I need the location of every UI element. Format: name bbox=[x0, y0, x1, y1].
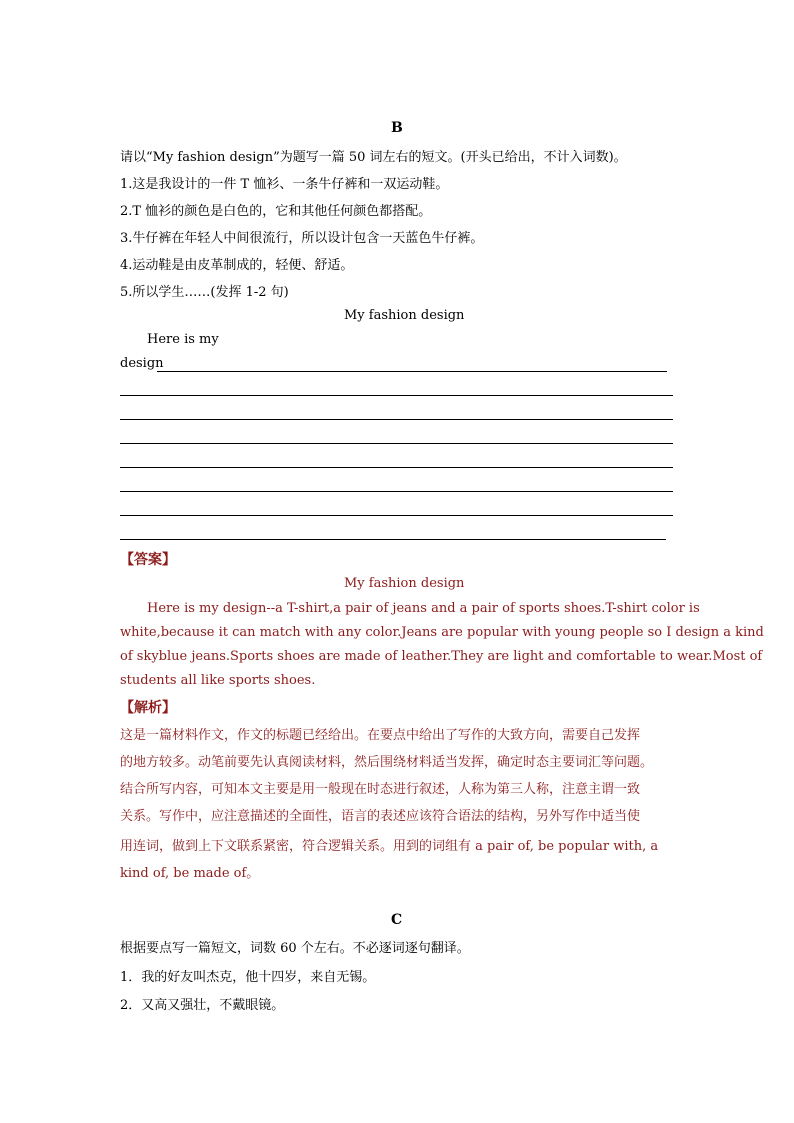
section-b-heading: B bbox=[391, 120, 403, 136]
point-item: 5.所以学生……(发挥 1-2 句) bbox=[120, 285, 289, 300]
essay-title: My fashion design bbox=[344, 308, 465, 323]
writing-line[interactable] bbox=[120, 419, 673, 420]
point-item: 4.运动鞋是由皮革制成的，轻便、舒适。 bbox=[120, 258, 354, 273]
writing-line[interactable] bbox=[120, 491, 673, 492]
answer-line: white,because it can match with any color.Jeans are popular with young people so I design a kind bbox=[120, 625, 764, 640]
answer-tag: 【答案】 bbox=[120, 552, 176, 568]
analysis-line: kind of, be made of。 bbox=[120, 866, 260, 881]
section-b-instruction: 请以“My fashion design”为题写一篇 50 词左右的短文。(开头已给出，不计入词数)。 bbox=[120, 150, 627, 165]
point-item: 2.T 恤衫的颜色是白色的，它和其他任何颜色都搭配。 bbox=[120, 204, 432, 219]
analysis-line: 用连词，做到上下文联系紧密，符合逻辑关系。用到的词组有 a pair of, be popular with, a bbox=[120, 839, 659, 854]
answer-title: My fashion design bbox=[344, 576, 465, 591]
analysis-tag: 【解析】 bbox=[120, 700, 176, 716]
point-item: 1．我的好友叫杰克，他十四岁，来自无锡。 bbox=[120, 970, 376, 985]
answer-line: students all like sports shoes. bbox=[120, 673, 316, 688]
point-item: 2．又高又强壮，不戴眼镜。 bbox=[120, 998, 285, 1013]
answer-line: of skyblue jeans.Sports shoes are made of leather.They are light and comfortable to wear.Most of bbox=[120, 649, 763, 664]
writing-line[interactable] bbox=[120, 395, 673, 396]
writing-line[interactable] bbox=[120, 539, 666, 540]
essay-opening: Here is my bbox=[147, 332, 219, 347]
section-c-instruction: 根据要点写一篇短文，词数 60 个左右。不必逐词逐句翻译。 bbox=[120, 941, 470, 956]
point-item: 1.这是我设计的一件 T 恤衫、一条牛仔裤和一双运动鞋。 bbox=[120, 177, 449, 192]
analysis-line: 的地方较多。动笔前要先认真阅读材料，然后围绕材料适当发挥，确定时态主要词汇等问题。 bbox=[120, 755, 654, 770]
writing-line[interactable] bbox=[120, 443, 673, 444]
writing-line[interactable] bbox=[120, 467, 673, 468]
analysis-line: 这是一篇材料作文，作文的标题已经给出。在要点中给出了写作的大致方向，需要自己发挥 bbox=[120, 728, 641, 743]
point-item: 3.牛仔裤在年轻人中间很流行，所以设计包含一天蓝色牛仔裤。 bbox=[120, 231, 484, 246]
section-c-heading: C bbox=[391, 912, 403, 928]
answer-line: Here is my design--a T-shirt,a pair of jeans and a pair of sports shoes.T-shirt color is bbox=[147, 601, 700, 616]
essay-opening-design: design bbox=[120, 356, 164, 371]
writing-line[interactable] bbox=[120, 515, 673, 516]
writing-line[interactable] bbox=[157, 371, 667, 372]
analysis-line: 关系。写作中，应注意描述的全面性，语言的表述应该符合语法的结构，另外写作中适当使 bbox=[120, 809, 641, 824]
analysis-line: 结合所写内容，可知本文主要是用一般现在时态进行叙述，人称为第三人称，注意主谓一致 bbox=[120, 782, 641, 797]
